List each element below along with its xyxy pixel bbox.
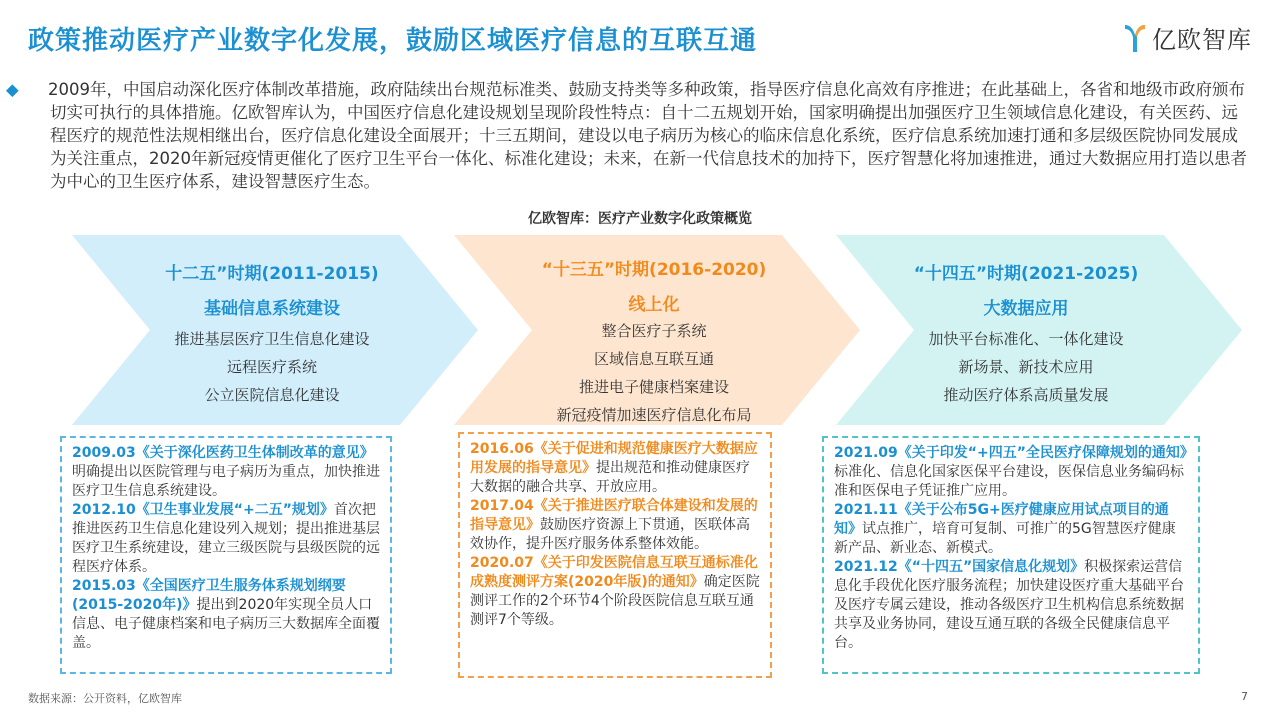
- policy-desc: 明确提出以医院管理与电子病历为重点，加快推进医疗卫生信息系统建设。: [72, 464, 380, 499]
- page-number: 7: [1241, 690, 1248, 703]
- policy-title: 2021.11《关于公布5G+医疗健康应用试点项目的通知》: [834, 502, 1169, 537]
- policy-entry: [72, 444, 380, 501]
- policy-title: 2015.03《全国医疗卫生服务体系规划纲要(2015-2020年)》: [72, 578, 346, 613]
- period-arrow-2: [454, 235, 860, 425]
- intro-text: 2009年，中国启动深化医疗体制改革措施，政府陆续出台规范标准类、鼓励支持类等多种政策，指导医疗信息化高效有序推进；在此基础上，各省和地级市政府颁布切实可执行的具体措施。亿欧智库认为，中国医疗信息化建设规划呈现阶段性特点：自十二五规划开始，国家明确提出加强医疗卫生领域信息化建设，有关医药、远程医疗的规范性法规相继出台，医疗信息化建设全面展开；十三五期间，建设以电子病历为核心的临床信息化系统，医疗信息系统加速打通和多层级医院协同发展成为关注重点，2020年新冠疫情更催化了医疗卫生平台一体化、标准化建设；未来，在新一代信息技术的加持下，医疗智慧化将加速推进，通过大数据应用打造以患者为中心的卫生医疗体系，建设智慧医疗生态。: [48, 80, 1247, 191]
- policy-title: 2020.07《关于印发医院信息互联互通标准化成熟度测评方案(2020年版)的通知》: [470, 555, 758, 590]
- policy-entry: [470, 554, 760, 630]
- policy-entry: [72, 501, 380, 577]
- period-item: 区域信息互联互通: [593, 350, 714, 368]
- policy-entry: [72, 577, 380, 653]
- period-item: 公立医院信息化建设: [204, 386, 340, 404]
- policy-desc: 标准化、信息化国家医保平台建设，医保信息业务编码标准和医保电子凭证推广应用。: [834, 464, 1184, 499]
- policy-desc: 鼓励医疗资源上下贯通，医联体高效协作，提升医疗服务体系整体效能。: [470, 517, 750, 552]
- policy-desc: 积极探索运营信息化手段优化医疗服务流程；加快建设医疗重大基础平台及医疗专属云建设，推动各级医疗卫生机构信息系统数据共享及业务协同，建设互通互联的各级全民健康信息平台。: [834, 559, 1184, 651]
- policy-title: 2021.09《关于印发“+四五”全民医疗保障规划的通知》: [834, 445, 1194, 461]
- policy-box-2: [458, 432, 772, 678]
- policy-entry: [834, 444, 1194, 501]
- policy-entry: [470, 497, 760, 554]
- policy-entry: [834, 501, 1188, 558]
- logo: [1124, 20, 1252, 55]
- policy-title: 2012.10《卫生事业发展“+二五”规划》: [72, 502, 334, 518]
- period-arrow-1: [72, 235, 478, 425]
- period-label-1: 十二五”时期(2011-2015): [165, 264, 379, 284]
- policy-desc: 试点推广，培育可复制、可推广的5G智慧医疗健康新产品、新业态、新模式。: [834, 521, 1176, 556]
- policy-desc: 首次把推进医药卫生信息化建设列入规划；提出推进基层医疗卫生系统建设，建立三级医院与县级医院的远程医疗体系。: [72, 502, 380, 575]
- policy-entry: [470, 440, 760, 497]
- source-note: 数据来源：公开资料，亿欧智库: [28, 692, 182, 705]
- period-item: 新冠疫情加速医疗信息化布局: [556, 406, 752, 424]
- policy-entry: [834, 558, 1188, 653]
- period-item: 加快平台标准化、一体化建设: [928, 330, 1124, 348]
- policy-box-1: [60, 436, 392, 674]
- diamond-bullet-icon: ◆: [6, 80, 19, 99]
- period-arrow-3: [836, 235, 1242, 425]
- period-item: 推动医疗体系高质量发展: [943, 386, 1109, 404]
- period-item: 远程医疗系统: [226, 358, 317, 376]
- policy-desc: 提出规范和推动健康医疗大数据的融合共享、开放应用。: [470, 460, 750, 495]
- policy-title: 2016.06《关于促进和规范健康医疗大数据应用发展的指导意见》: [470, 441, 758, 476]
- period-item: 推进电子健康档案建设: [578, 378, 729, 396]
- figure-subtitle: 亿欧智库：医疗产业数字化政策概览: [528, 211, 752, 227]
- policy-desc: 提出到2020年实现全员人口信息、电子健康档案和电子病历三大数据库全面覆盖。: [72, 597, 380, 651]
- period-label-3: “十四五”时期(2021-2025): [913, 264, 1139, 284]
- intro-paragraph: [6, 78, 1252, 193]
- period-item: 新场景、新技术应用: [958, 358, 1094, 376]
- policy-title: 2021.12《“十四五”国家信息化规划》: [834, 559, 1085, 575]
- page-title: 政策推动医疗产业数字化发展，鼓励区域医疗信息的互联互通: [28, 26, 758, 56]
- period-item: 推进基层医疗卫生信息化建设: [174, 330, 370, 348]
- yiou-logo-icon: [1124, 23, 1146, 53]
- period-item: 整合医疗子系统: [601, 322, 707, 340]
- policy-title: 2009.03《关于深化医药卫生体制改革的意见》: [72, 445, 374, 461]
- policy-box-3: [822, 436, 1200, 674]
- policy-desc: 确定医院测评工作的2个环节4个阶段医院信息互联互通测评7个等级。: [470, 574, 760, 628]
- period-theme-2: 线上化: [628, 295, 680, 315]
- period-label-2: “十三五”时期(2016-2020): [541, 260, 767, 280]
- period-theme-1: 基础信息系统建设: [204, 299, 340, 319]
- policy-title: 2017.04《关于推进医疗联合体建设和发展的指导意见》: [470, 498, 758, 533]
- period-theme-3: 大数据应用: [983, 299, 1069, 319]
- logo-text: 亿欧智库: [1152, 26, 1252, 54]
